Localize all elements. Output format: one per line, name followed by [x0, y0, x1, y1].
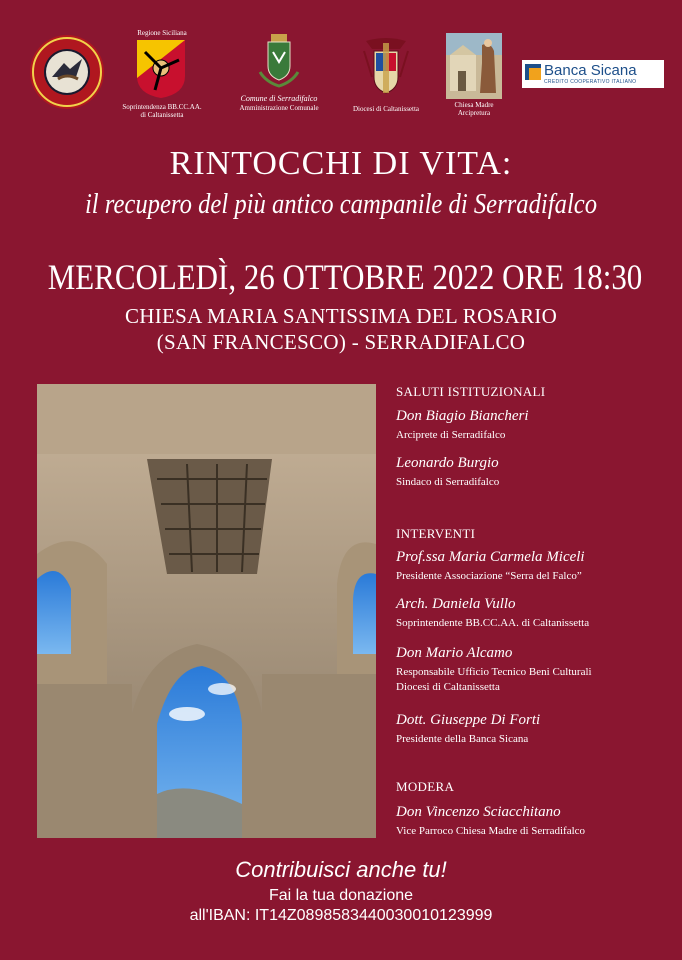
interventi-role-3b: Diocesi di Caltanissetta: [396, 681, 500, 693]
interventi-name-4: Dott. Giuseppe Di Forti: [396, 712, 541, 728]
logo-row: [0, 0, 682, 125]
comune-label-1: Comune di Serradifalco: [240, 94, 318, 103]
interventi-role-4: Presidente della Banca Sicana: [396, 733, 529, 745]
interventi-name-2: Arch. Daniela Vullo: [396, 596, 516, 612]
modera-role: Vice Parroco Chiesa Madre di Serradifalco: [396, 825, 586, 837]
chiesa-label-2: Arcipretura: [457, 109, 491, 117]
regione-bottom-label-1: Soprintendenza BB.CC.AA.: [122, 103, 202, 111]
association-logo-icon: [28, 33, 106, 111]
diocesi-crest-icon: [360, 37, 412, 101]
regione-bottom-label-2: di Caltanissetta: [140, 111, 184, 119]
saluti-name-2: Leonardo Burgio: [396, 455, 499, 471]
interventi-heading: INTERVENTI: [396, 526, 476, 541]
event-date: MERCOLEDÌ, 26 OTTOBRE 2022 ORE 18:30: [47, 257, 643, 297]
interventi-name-3: Don Mario Alcamo: [396, 645, 513, 661]
bank-subtitle: CREDITO COOPERATIVO ITALIANO: [544, 79, 637, 85]
regione-top-label: Regione Siciliana: [137, 29, 187, 37]
footer-cta: Contribuisci anche tu!: [235, 857, 447, 882]
modera-heading: MODERA: [396, 779, 455, 794]
interventi-role-3: Responsabile Ufficio Tecnico Beni Culturali: [396, 666, 592, 678]
chiesa-madre-icon: [446, 33, 502, 99]
interventi-name-1: Prof.ssa Maria Carmela Miceli: [396, 549, 585, 565]
saluti-role-1: Arciprete di Serradifalco: [396, 429, 506, 441]
trinacria-icon: [135, 38, 187, 100]
saluti-name-1: Don Biagio Biancheri: [396, 408, 529, 424]
chiesa-label-1: Chiesa Madre: [454, 101, 494, 109]
comune-crest-icon: [256, 32, 302, 90]
footer-iban: all'IBAN: IT14Z0898583440030010123999: [189, 907, 493, 924]
bank-name: Banca Sicana: [544, 62, 637, 79]
modera-name: Don Vincenzo Sciacchitano: [396, 804, 561, 820]
event-subtitle: il recupero del più antico campanile di Serradifalco: [84, 189, 598, 220]
diocesi-label: Diocesi di Caltanissetta: [352, 105, 420, 113]
saluti-heading: SALUTI ISTITUZIONALI: [396, 384, 546, 399]
saluti-role-2: Sindaco di Serradifalco: [396, 476, 500, 488]
footer-line-1: Fai la tua donazione: [268, 887, 414, 904]
comune-label-2: Amministrazione Comunale: [239, 104, 319, 112]
event-title: RINTOCCHI DI VITA:: [169, 145, 513, 182]
bank-logo: [522, 60, 664, 88]
venue-line-2: (SAN FRANCESCO) - SERRADIFALCO: [156, 330, 526, 354]
interventi-role-1: Presidente Associazione “Serra del Falco”: [396, 570, 582, 582]
venue-line-1: CHIESA MARIA SANTISSIMA DEL ROSARIO: [124, 304, 558, 328]
interventi-role-2: Soprintendente BB.CC.AA. di Caltanissetta: [396, 617, 590, 629]
bell-tower-photo: [37, 384, 376, 838]
bank-square-icon: [525, 64, 541, 80]
